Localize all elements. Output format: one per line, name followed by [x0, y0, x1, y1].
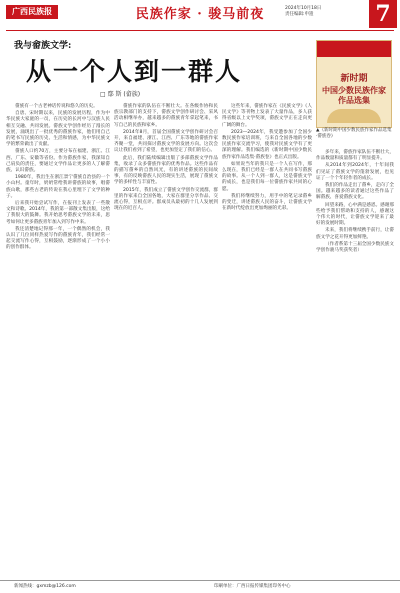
- section-title: 民族作家 · 骏马前夜: [135, 7, 265, 22]
- paragraph: 2023—2024年，我受邀参加了全国少数民族作家培训班，与来自全国各地的少数民族作家交流学习，使我对民族文学有了更深的理解。我们编选的《新时期中国少数民族作家作品选集·畲族卷》也正式出版。: [222, 129, 312, 160]
- paragraph: 1980年，我出生在浙江景宁畲族自治县的一个小山村。童年时，奶奶常给我讲畲族的故事，唱畲族山歌，那些古老的传说在我心里埋下了文学的种子。: [6, 175, 110, 199]
- masthead-divider: [6, 30, 394, 31]
- book-cover-title: 中国少数民族作家作品选集: [322, 85, 386, 105]
- paragraph: 我还清楚地记得那一年，一个偶然的机会，我认识了几位同样热爱写作的畲族青年，我们经常一起交流写作心得，互相鼓励，逐渐形成了一个小小的创作群体。: [6, 226, 110, 251]
- book-cover-illustration: [327, 109, 381, 123]
- paragraph: 2014年8月，首届全国畲族文学创作研讨会召开，来自福建、浙江、江西、广东等地的畲族作家齐聚一堂，共同探讨畲族文学的发展方向。这次会议让我们看到了希望，也更加坚定了我们的信心。: [114, 129, 218, 154]
- paragraph: 回望来路，心中满是感恩。感谢那些给予我们帮助和支持的人，感谢这个伟大的时代，让畲族文学迎来了最好的发展时期。: [316, 202, 394, 227]
- page-footer: [0, 580, 400, 593]
- article-byline: □ 鄢 斯 (畲族): [100, 91, 141, 98]
- footer-printer: 印刷单位：广西日报传媒集团印务中心: [214, 584, 291, 589]
- paragraph: 这些年来，畲族作家在《民族文学》《人民文学》等刊物上发表了大量作品，多人获得省级以上文学奖项，畲族文学正在走向更广阔的舞台。: [222, 104, 312, 128]
- paragraph: 我们的作品走出了畲乡，走向了全国。越来越多的读者通过这些作品了解畲族、喜爱畲族文化。: [316, 183, 394, 201]
- paragraph: 从2014年到2024年，十年间我们见证了畲族文学的蓬勃发展，也见证了一个个年轻作者的成长。: [316, 163, 394, 181]
- paragraph: 我们将继续努力，用手中的笔记录畲乡的变迁，讲述畲族人民的奋斗，让畲族文学在新时代绽放出更加绚丽的光彩。: [222, 193, 312, 212]
- paragraph: 未来，我们将继续携手前行，让畲族文学之花开得更加鲜艳。: [316, 228, 394, 240]
- author-note: （作者系第十三届全国少数民族文学创作骏马奖获奖者）: [316, 241, 394, 254]
- article-headline: 从一个人到一群人: [26, 57, 243, 86]
- paragraph: 畲族人口约70万，主要分布在福建、浙江、江西、广东、安徽等省份。作为畲族作家，我深知自己肩负的责任，要通过文学作品让更多的人了解畲族、认识畲族。: [6, 149, 110, 174]
- paragraph: 后来我开始尝试写作，在报刊上发表了一些散文和诗歌。2014年，我的第一部散文集出版，这给了我很大的鼓舞。我开始思考畲族文学的未来，思考如何让更多畲族青年加入到写作中来。: [6, 201, 110, 225]
- book-cover-band: [317, 41, 391, 57]
- masthead: [0, 0, 400, 34]
- book-caption: ▲《新时期中国少数民族作家作品选集·畲族卷》: [316, 128, 392, 139]
- paragraph: 畲族作家的队伍在不断壮大。在各级作协和民族宗教部门的支持下，畲族文学创作研讨会、采风活动相继举办，越来越多的畲族青年拿起笔来，书写自己的民族和家乡。: [114, 104, 218, 128]
- issue-date: 2024年10月18日: [285, 6, 322, 11]
- paragraph: 畲族有一个古老神话传说和悠久的历史。: [15, 104, 98, 109]
- article-column-3: [222, 104, 312, 578]
- article-kicker: 我与畲族文学:: [14, 41, 72, 51]
- paragraph: 如果说当年的我只是一个人在写作，那么现在，我们已经是一群人在共同书写畲族的故事。从一个人到一群人，这是畲族文学的成长，也是我们每一位畲族作家共同的心愿。: [222, 161, 312, 192]
- book-cover-image: [316, 40, 392, 128]
- paragraph: 多年来，畲族作家队伍不断壮大，作品数量和质量都有了明显提升。: [316, 150, 394, 162]
- article-column-2: [114, 104, 218, 578]
- paragraph: 此后，我们陆续编辑出版了多部畲族文学作品集，收录了众多畲族作家的优秀作品。这些作品有的描写畲乡的自然风光，有的讲述畲族的民间故事，有的反映畲族人民的现实生活，展现了畲族文学的多样性与丰富性。: [114, 155, 218, 186]
- paragraph: 2015年，我们成立了畲族文学创作交流群，群里的作家来自全国各地，大家在群里分享作品、交流心得，互相点评。群成员从最初的十几人发展到现在的近百人。: [114, 187, 218, 212]
- footer-contact: 新闻热线：gxmzb@126.com: [14, 584, 76, 589]
- newspaper-brand: 广西民族报: [6, 5, 58, 19]
- paragraph: 自唐、宋时期以来，民族的发展历程，作为中华民族大家庭的一员，在历史的长河中与汉族人民相互交融、共同发展。畲族文学创作经历了漫长的发展，涌现出了一批优秀的畲族作家，他们用自己的笔书写民族的历史、生活和情感，为中华民族文学的繁荣做出了贡献。: [6, 111, 110, 148]
- article-column-4: [316, 150, 394, 578]
- book-feature: [312, 38, 394, 148]
- book-cover-title-top: 新时期: [340, 74, 368, 84]
- editor-info: 责任编辑:申遗: [285, 12, 314, 17]
- article-column-1: [6, 104, 110, 578]
- page-number: 7: [369, 0, 397, 28]
- dateline: [285, 6, 365, 18]
